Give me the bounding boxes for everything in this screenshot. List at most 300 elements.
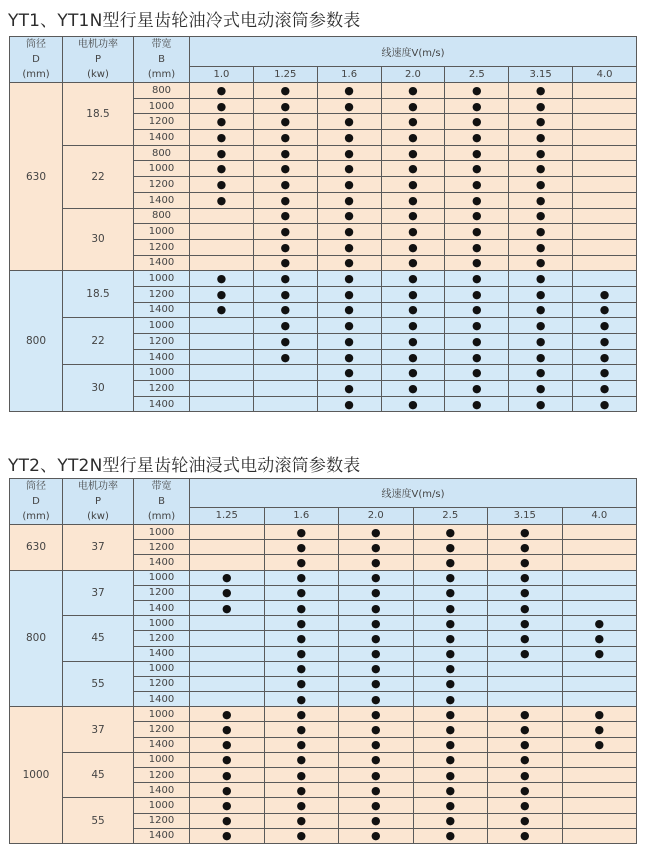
available-mark: ● bbox=[339, 768, 414, 783]
available-mark: ● bbox=[509, 224, 573, 240]
available-mark: ● bbox=[253, 83, 317, 99]
available-mark: ● bbox=[381, 192, 445, 208]
empty-cell bbox=[190, 661, 265, 676]
available-mark: ● bbox=[317, 239, 381, 255]
available-mark: ● bbox=[190, 768, 265, 783]
belt-width-cell: 1200 bbox=[134, 177, 190, 193]
belt-width-cell: 1400 bbox=[134, 396, 190, 412]
available-mark: ● bbox=[445, 83, 509, 99]
available-mark: ● bbox=[264, 525, 339, 540]
empty-cell bbox=[488, 661, 563, 676]
power-header bbox=[63, 479, 134, 525]
available-mark: ● bbox=[509, 192, 573, 208]
available-mark: ● bbox=[509, 98, 573, 114]
available-mark: ● bbox=[190, 83, 254, 99]
available-mark: ● bbox=[317, 192, 381, 208]
available-mark: ● bbox=[264, 768, 339, 783]
available-mark: ● bbox=[413, 752, 488, 767]
empty-cell bbox=[562, 555, 637, 570]
available-mark: ● bbox=[317, 130, 381, 146]
diameter-header bbox=[10, 37, 63, 83]
available-mark: ● bbox=[253, 130, 317, 146]
belt-width-cell: 1000 bbox=[134, 365, 190, 381]
available-mark: ● bbox=[317, 349, 381, 365]
available-mark: ● bbox=[509, 239, 573, 255]
available-mark: ● bbox=[445, 349, 509, 365]
power-cell: 37 bbox=[63, 707, 134, 753]
belt-width-header bbox=[134, 479, 190, 525]
available-mark: ● bbox=[573, 318, 637, 334]
speed-header: 线速度V(m/s) bbox=[190, 479, 637, 508]
available-mark: ● bbox=[573, 302, 637, 318]
available-mark: ● bbox=[339, 585, 414, 600]
empty-cell bbox=[190, 692, 265, 707]
available-mark: ● bbox=[253, 349, 317, 365]
available-mark: ● bbox=[190, 600, 265, 615]
available-mark: ● bbox=[381, 396, 445, 412]
available-mark: ● bbox=[264, 585, 339, 600]
empty-cell bbox=[562, 676, 637, 691]
available-mark: ● bbox=[562, 616, 637, 631]
available-mark: ● bbox=[190, 707, 265, 722]
power-cell: 37 bbox=[63, 570, 134, 616]
available-mark: ● bbox=[509, 83, 573, 99]
power-cell: 30 bbox=[63, 208, 134, 271]
empty-cell bbox=[190, 349, 254, 365]
empty-cell bbox=[562, 661, 637, 676]
belt-width-cell: 1000 bbox=[134, 661, 190, 676]
available-mark: ● bbox=[264, 813, 339, 828]
available-mark: ● bbox=[190, 783, 265, 798]
empty-cell bbox=[253, 381, 317, 397]
empty-cell bbox=[190, 676, 265, 691]
available-mark: ● bbox=[573, 365, 637, 381]
power-cell: 30 bbox=[63, 365, 134, 412]
available-mark: ● bbox=[445, 381, 509, 397]
available-mark: ● bbox=[381, 145, 445, 161]
diameter-header-line: D bbox=[32, 54, 40, 65]
diameter-header-line: D bbox=[32, 496, 40, 507]
belt-width-cell: 1400 bbox=[134, 255, 190, 271]
belt-width-cell: 1000 bbox=[134, 525, 190, 540]
power-cell: 45 bbox=[63, 616, 134, 662]
available-mark: ● bbox=[339, 676, 414, 691]
empty-cell bbox=[562, 600, 637, 615]
available-mark: ● bbox=[413, 631, 488, 646]
available-mark: ● bbox=[509, 381, 573, 397]
available-mark: ● bbox=[339, 752, 414, 767]
available-mark: ● bbox=[264, 555, 339, 570]
belt-width-cell: 1400 bbox=[134, 737, 190, 752]
empty-cell bbox=[573, 255, 637, 271]
speed-column-header: 3.15 bbox=[488, 507, 563, 524]
available-mark: ● bbox=[339, 707, 414, 722]
available-mark: ● bbox=[253, 145, 317, 161]
available-mark: ● bbox=[413, 768, 488, 783]
available-mark: ● bbox=[573, 349, 637, 365]
available-mark: ● bbox=[445, 208, 509, 224]
available-mark: ● bbox=[509, 334, 573, 350]
available-mark: ● bbox=[413, 737, 488, 752]
belt-width-cell: 1200 bbox=[134, 768, 190, 783]
diameter-header-line: 筒径 bbox=[26, 481, 46, 492]
available-mark: ● bbox=[413, 661, 488, 676]
available-mark: ● bbox=[509, 130, 573, 146]
power-cell: 18.5 bbox=[63, 271, 134, 318]
table-row bbox=[10, 798, 637, 813]
available-mark: ● bbox=[445, 130, 509, 146]
available-mark: ● bbox=[509, 114, 573, 130]
available-mark: ● bbox=[381, 177, 445, 193]
empty-cell bbox=[190, 616, 265, 631]
available-mark: ● bbox=[509, 255, 573, 271]
available-mark: ● bbox=[445, 271, 509, 287]
belt-width-cell: 1000 bbox=[134, 752, 190, 767]
table1-title: YT1、YT1N型行星齿轮油冷式电动滚筒参数表 bbox=[8, 11, 361, 31]
available-mark: ● bbox=[445, 255, 509, 271]
belt-width-cell: 1400 bbox=[134, 130, 190, 146]
available-mark: ● bbox=[339, 722, 414, 737]
empty-cell bbox=[190, 208, 254, 224]
belt-width-cell: 1200 bbox=[134, 286, 190, 302]
power-cell: 18.5 bbox=[63, 83, 134, 146]
available-mark: ● bbox=[253, 271, 317, 287]
empty-cell bbox=[488, 692, 563, 707]
empty-cell bbox=[562, 540, 637, 555]
power-cell: 22 bbox=[63, 145, 134, 208]
belt-width-cell: 1400 bbox=[134, 646, 190, 661]
available-mark: ● bbox=[445, 161, 509, 177]
available-mark: ● bbox=[413, 828, 488, 843]
empty-cell bbox=[573, 130, 637, 146]
diameter-header-line: (mm) bbox=[22, 511, 50, 522]
available-mark: ● bbox=[488, 570, 563, 585]
empty-cell bbox=[562, 692, 637, 707]
empty-cell bbox=[253, 396, 317, 412]
available-mark: ● bbox=[339, 783, 414, 798]
table-header bbox=[10, 479, 637, 525]
belt-width-cell: 1200 bbox=[134, 813, 190, 828]
belt-width-cell: 1200 bbox=[134, 585, 190, 600]
empty-cell bbox=[573, 177, 637, 193]
available-mark: ● bbox=[488, 555, 563, 570]
empty-cell bbox=[562, 813, 637, 828]
available-mark: ● bbox=[339, 525, 414, 540]
available-mark: ● bbox=[264, 828, 339, 843]
yt2-spec-table bbox=[9, 478, 637, 844]
belt-width-cell: 1200 bbox=[134, 631, 190, 646]
belt-width-cell: 1000 bbox=[134, 161, 190, 177]
empty-cell bbox=[573, 208, 637, 224]
belt-width-header-line: B bbox=[158, 54, 165, 65]
empty-cell bbox=[190, 334, 254, 350]
available-mark: ● bbox=[253, 302, 317, 318]
table2-title: YT2、YT2N型行星齿轮油浸式电动滚筒参数表 bbox=[8, 456, 361, 476]
empty-cell bbox=[573, 145, 637, 161]
available-mark: ● bbox=[509, 177, 573, 193]
available-mark: ● bbox=[190, 192, 254, 208]
available-mark: ● bbox=[445, 145, 509, 161]
diameter-cell: 1000 bbox=[10, 707, 63, 844]
empty-cell bbox=[562, 768, 637, 783]
belt-width-cell: 1200 bbox=[134, 239, 190, 255]
available-mark: ● bbox=[264, 707, 339, 722]
available-mark: ● bbox=[509, 302, 573, 318]
empty-cell bbox=[562, 525, 637, 540]
belt-width-cell: 1200 bbox=[134, 676, 190, 691]
table-row bbox=[10, 525, 637, 540]
available-mark: ● bbox=[488, 768, 563, 783]
table-row bbox=[10, 271, 637, 287]
table-row bbox=[10, 570, 637, 585]
empty-cell bbox=[190, 239, 254, 255]
diameter-header bbox=[10, 479, 63, 525]
available-mark: ● bbox=[488, 722, 563, 737]
speed-column-header: 1.6 bbox=[317, 67, 381, 83]
available-mark: ● bbox=[317, 145, 381, 161]
available-mark: ● bbox=[317, 83, 381, 99]
empty-cell bbox=[573, 98, 637, 114]
available-mark: ● bbox=[562, 631, 637, 646]
available-mark: ● bbox=[339, 555, 414, 570]
available-mark: ● bbox=[317, 286, 381, 302]
empty-cell bbox=[573, 161, 637, 177]
empty-cell bbox=[573, 192, 637, 208]
speed-column-header: 2.0 bbox=[381, 67, 445, 83]
available-mark: ● bbox=[509, 349, 573, 365]
available-mark: ● bbox=[190, 302, 254, 318]
speed-column-header: 2.5 bbox=[413, 507, 488, 524]
available-mark: ● bbox=[488, 707, 563, 722]
available-mark: ● bbox=[488, 828, 563, 843]
available-mark: ● bbox=[445, 239, 509, 255]
belt-width-header bbox=[134, 37, 190, 83]
available-mark: ● bbox=[488, 783, 563, 798]
available-mark: ● bbox=[264, 600, 339, 615]
belt-width-cell: 800 bbox=[134, 208, 190, 224]
available-mark: ● bbox=[264, 540, 339, 555]
available-mark: ● bbox=[509, 208, 573, 224]
available-mark: ● bbox=[190, 798, 265, 813]
available-mark: ● bbox=[264, 752, 339, 767]
available-mark: ● bbox=[253, 224, 317, 240]
belt-width-cell: 1000 bbox=[134, 798, 190, 813]
table-row bbox=[10, 365, 637, 381]
empty-cell bbox=[190, 646, 265, 661]
power-header bbox=[63, 37, 134, 83]
available-mark: ● bbox=[339, 692, 414, 707]
available-mark: ● bbox=[381, 98, 445, 114]
available-mark: ● bbox=[190, 722, 265, 737]
available-mark: ● bbox=[317, 255, 381, 271]
available-mark: ● bbox=[190, 98, 254, 114]
available-mark: ● bbox=[509, 318, 573, 334]
available-mark: ● bbox=[190, 570, 265, 585]
empty-cell bbox=[562, 752, 637, 767]
available-mark: ● bbox=[381, 365, 445, 381]
available-mark: ● bbox=[381, 130, 445, 146]
available-mark: ● bbox=[509, 145, 573, 161]
belt-width-cell: 1400 bbox=[134, 349, 190, 365]
available-mark: ● bbox=[264, 737, 339, 752]
empty-cell bbox=[190, 381, 254, 397]
speed-column-header: 4.0 bbox=[562, 507, 637, 524]
available-mark: ● bbox=[253, 98, 317, 114]
table-row bbox=[10, 318, 637, 334]
speed-column-header: 1.25 bbox=[253, 67, 317, 83]
empty-cell bbox=[190, 224, 254, 240]
belt-width-cell: 1200 bbox=[134, 334, 190, 350]
available-mark: ● bbox=[488, 600, 563, 615]
empty-cell bbox=[190, 318, 254, 334]
available-mark: ● bbox=[339, 646, 414, 661]
available-mark: ● bbox=[488, 752, 563, 767]
available-mark: ● bbox=[317, 98, 381, 114]
available-mark: ● bbox=[264, 692, 339, 707]
belt-width-cell: 1400 bbox=[134, 600, 190, 615]
available-mark: ● bbox=[381, 381, 445, 397]
available-mark: ● bbox=[317, 208, 381, 224]
empty-cell bbox=[573, 224, 637, 240]
available-mark: ● bbox=[488, 525, 563, 540]
available-mark: ● bbox=[264, 646, 339, 661]
table-row bbox=[10, 145, 637, 161]
available-mark: ● bbox=[253, 286, 317, 302]
available-mark: ● bbox=[381, 208, 445, 224]
empty-cell bbox=[190, 555, 265, 570]
available-mark: ● bbox=[381, 114, 445, 130]
power-cell: 37 bbox=[63, 525, 134, 571]
belt-width-cell: 1000 bbox=[134, 98, 190, 114]
belt-width-cell: 1000 bbox=[134, 318, 190, 334]
available-mark: ● bbox=[413, 555, 488, 570]
empty-cell bbox=[573, 83, 637, 99]
available-mark: ● bbox=[317, 381, 381, 397]
available-mark: ● bbox=[413, 600, 488, 615]
available-mark: ● bbox=[573, 334, 637, 350]
empty-cell bbox=[573, 239, 637, 255]
available-mark: ● bbox=[317, 396, 381, 412]
table-row bbox=[10, 208, 637, 224]
available-mark: ● bbox=[190, 114, 254, 130]
diameter-cell: 800 bbox=[10, 271, 63, 412]
available-mark: ● bbox=[339, 661, 414, 676]
available-mark: ● bbox=[445, 396, 509, 412]
available-mark: ● bbox=[573, 286, 637, 302]
available-mark: ● bbox=[381, 83, 445, 99]
available-mark: ● bbox=[445, 192, 509, 208]
available-mark: ● bbox=[190, 177, 254, 193]
available-mark: ● bbox=[413, 692, 488, 707]
available-mark: ● bbox=[253, 114, 317, 130]
available-mark: ● bbox=[573, 396, 637, 412]
available-mark: ● bbox=[562, 737, 637, 752]
available-mark: ● bbox=[381, 302, 445, 318]
available-mark: ● bbox=[317, 334, 381, 350]
available-mark: ● bbox=[413, 783, 488, 798]
available-mark: ● bbox=[190, 145, 254, 161]
empty-cell bbox=[562, 570, 637, 585]
available-mark: ● bbox=[381, 286, 445, 302]
available-mark: ● bbox=[413, 570, 488, 585]
available-mark: ● bbox=[264, 676, 339, 691]
table-row bbox=[10, 752, 637, 767]
available-mark: ● bbox=[413, 540, 488, 555]
empty-cell bbox=[562, 798, 637, 813]
empty-cell bbox=[573, 271, 637, 287]
speed-column-header: 4.0 bbox=[573, 67, 637, 83]
empty-cell bbox=[190, 540, 265, 555]
available-mark: ● bbox=[317, 365, 381, 381]
table-row bbox=[10, 83, 637, 99]
belt-width-cell: 1000 bbox=[134, 570, 190, 585]
belt-width-cell: 1200 bbox=[134, 381, 190, 397]
available-mark: ● bbox=[190, 585, 265, 600]
belt-width-cell: 1200 bbox=[134, 722, 190, 737]
belt-width-cell: 1400 bbox=[134, 783, 190, 798]
available-mark: ● bbox=[509, 286, 573, 302]
available-mark: ● bbox=[413, 722, 488, 737]
belt-width-cell: 1400 bbox=[134, 828, 190, 843]
available-mark: ● bbox=[381, 239, 445, 255]
available-mark: ● bbox=[445, 302, 509, 318]
available-mark: ● bbox=[488, 813, 563, 828]
belt-width-cell: 1400 bbox=[134, 692, 190, 707]
available-mark: ● bbox=[488, 616, 563, 631]
available-mark: ● bbox=[445, 114, 509, 130]
belt-width-header-line: (mm) bbox=[147, 69, 176, 80]
power-header-line: (kw) bbox=[87, 511, 109, 522]
available-mark: ● bbox=[562, 646, 637, 661]
empty-cell bbox=[190, 255, 254, 271]
available-mark: ● bbox=[413, 676, 488, 691]
available-mark: ● bbox=[264, 722, 339, 737]
belt-width-header-line: (mm) bbox=[147, 511, 176, 522]
available-mark: ● bbox=[264, 616, 339, 631]
empty-cell bbox=[573, 114, 637, 130]
belt-width-cell: 1200 bbox=[134, 540, 190, 555]
available-mark: ● bbox=[253, 334, 317, 350]
available-mark: ● bbox=[253, 192, 317, 208]
belt-width-cell: 1000 bbox=[134, 707, 190, 722]
belt-width-cell: 1000 bbox=[134, 616, 190, 631]
available-mark: ● bbox=[562, 707, 637, 722]
available-mark: ● bbox=[190, 130, 254, 146]
available-mark: ● bbox=[190, 813, 265, 828]
available-mark: ● bbox=[339, 737, 414, 752]
available-mark: ● bbox=[253, 318, 317, 334]
belt-width-cell: 800 bbox=[134, 83, 190, 99]
available-mark: ● bbox=[509, 161, 573, 177]
speed-column-header: 1.25 bbox=[190, 507, 265, 524]
available-mark: ● bbox=[339, 616, 414, 631]
empty-cell bbox=[562, 783, 637, 798]
speed-column-header: 1.6 bbox=[264, 507, 339, 524]
empty-cell bbox=[253, 365, 317, 381]
empty-cell bbox=[190, 631, 265, 646]
belt-width-cell: 800 bbox=[134, 145, 190, 161]
available-mark: ● bbox=[413, 585, 488, 600]
available-mark: ● bbox=[317, 177, 381, 193]
available-mark: ● bbox=[381, 224, 445, 240]
available-mark: ● bbox=[509, 396, 573, 412]
available-mark: ● bbox=[253, 239, 317, 255]
table-header bbox=[10, 37, 637, 83]
available-mark: ● bbox=[317, 302, 381, 318]
available-mark: ● bbox=[190, 286, 254, 302]
available-mark: ● bbox=[264, 631, 339, 646]
available-mark: ● bbox=[190, 161, 254, 177]
